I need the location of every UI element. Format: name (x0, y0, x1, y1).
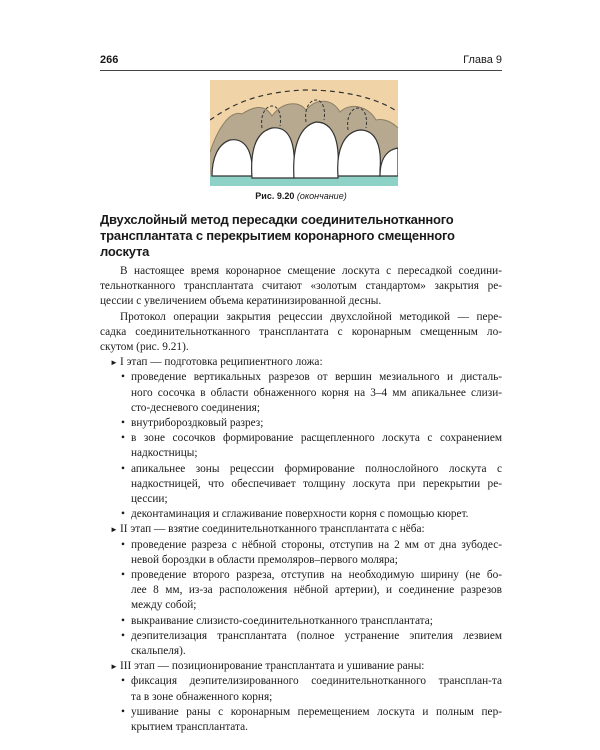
bullet-dot-icon: • (121, 629, 125, 642)
text-line: тельнотканного трансплантата считают «золотым стандартом» закрытия ре- (100, 280, 502, 293)
bullet-dot-icon: • (121, 569, 125, 582)
bullet-item (100, 416, 502, 431)
arrow-bullet-icon: ► (110, 662, 118, 672)
text-line: апикальнее зоны рецессии формирование полнослойного лоскута с (131, 462, 502, 475)
stage-item (100, 355, 502, 370)
heading-line: трансплантата с перекрытием коронарного смещенного (100, 228, 455, 243)
teeth-illustration (210, 80, 398, 186)
heading-line: Двухслойный метод пересадки соединительнотканного (100, 212, 454, 227)
stage-item (100, 659, 502, 674)
text-line: надкостницей, что обеспечивает толщину лоскута при перекрытии ре- (131, 477, 502, 490)
figure-caption (100, 191, 502, 201)
header-rule (100, 70, 502, 71)
text-line: выкраивание слизисто-соединительнотканного трансплантата; (131, 614, 433, 627)
text-line: деэпителизация трансплантата (полное устранение эпителия лезвием (131, 629, 502, 642)
arrow-bullet-icon: ► (110, 358, 118, 368)
text-line: В настоящее время коронарное смещение лоскута с пересадкой соедини- (120, 265, 502, 277)
bullet-item (100, 674, 502, 704)
bullet-dot-icon: • (121, 508, 125, 521)
text-line: крытием трансплантата. (131, 721, 248, 734)
bullet-item (100, 629, 502, 659)
text-line: невой бороздки в области премоляров–первого моляра; (131, 553, 398, 566)
bullet-item (100, 705, 502, 735)
bullet-dot-icon: • (121, 675, 125, 688)
text-line: Протокол операции закрытия рецессии двухслойной методикой — пере- (120, 310, 502, 323)
text-line: скутом (рис. 9.21). (100, 341, 189, 354)
bullet-dot-icon: • (121, 417, 125, 430)
text-line: та в зоне обнаженного корня; (131, 690, 273, 703)
body-text (100, 264, 502, 735)
heading-line: лоскута (100, 244, 150, 259)
bullet-dot-icon: • (121, 538, 125, 551)
text-line: ушивание раны с коронарным перемещением лоскута и полным пер- (131, 705, 502, 718)
text-line: садка соединительнотканного трансплантата с коронарным смещенным ло- (100, 325, 502, 338)
stage-title: II этап — взятие соединительнотканного трансплантата с нёба: (120, 523, 425, 536)
text-line: внутрибороздковый разрез; (131, 417, 264, 430)
bullet-dot-icon: • (121, 614, 125, 627)
text-line: проведение вертикальных разрезов от вершин мезиального и дисталь- (131, 371, 502, 384)
stage-title: III этап — позиционирование трансплантата и ушивание раны: (120, 660, 425, 673)
arrow-bullet-icon: ► (110, 525, 118, 535)
bullet-item (100, 568, 502, 614)
text-line: в зоне сосочков формирование расщепленного лоскута с сохранением (131, 432, 502, 445)
bullet-item (100, 370, 502, 416)
page-header (100, 54, 502, 70)
bullet-item (100, 614, 502, 629)
bullet-item (100, 507, 502, 522)
text-line: надкостницы; (131, 447, 198, 460)
text-line: проведение второго разреза, отступив на необходимую ширину (не бо- (131, 569, 502, 582)
text-line: лее 8 мм, из-за расположения нёбной артерии), и соединение разрезов (131, 584, 502, 597)
text-line: сто-десневого соединения; (131, 401, 261, 414)
bullet-dot-icon: • (121, 371, 125, 384)
text-line: цессии с увеличением объема кератинизированной десны. (100, 295, 382, 308)
text-line: деконтаминация и сглаживание поверхности корня с помощью кюрет. (131, 508, 469, 521)
text-line: между собой; (131, 599, 197, 612)
bullet-item (100, 462, 502, 508)
section-heading (100, 212, 502, 260)
figure-label: Рис. 9.20 (255, 191, 295, 201)
bullet-dot-icon: • (121, 462, 125, 475)
text-line: скальпеля). (131, 645, 186, 658)
text-line: проведение разреза с нёбной стороны, отступив на 2 мм от дна зубодес- (131, 538, 502, 551)
bullet-item (100, 431, 502, 461)
paragraph (100, 264, 502, 310)
figure-note: (окончание) (296, 191, 347, 201)
page-number: 266 (100, 54, 119, 66)
stage-title: I этап — подготовка реципиентного ложа: (120, 356, 323, 369)
bullet-dot-icon: • (121, 432, 125, 445)
text-line: фиксация деэпителизированного соединительнотканного трансплан-та (131, 675, 502, 688)
bullet-dot-icon: • (121, 705, 125, 718)
stage-item (100, 522, 502, 537)
figure-teeth-illustration (210, 80, 398, 186)
chapter-title: Глава 9 (463, 54, 502, 66)
bullet-item (100, 538, 502, 568)
text-line: цессии; (131, 493, 168, 506)
paragraph (100, 310, 502, 356)
text-line: ного сосочка в области обнаженного корня на 3–4 мм апикальнее слизи- (131, 386, 502, 399)
